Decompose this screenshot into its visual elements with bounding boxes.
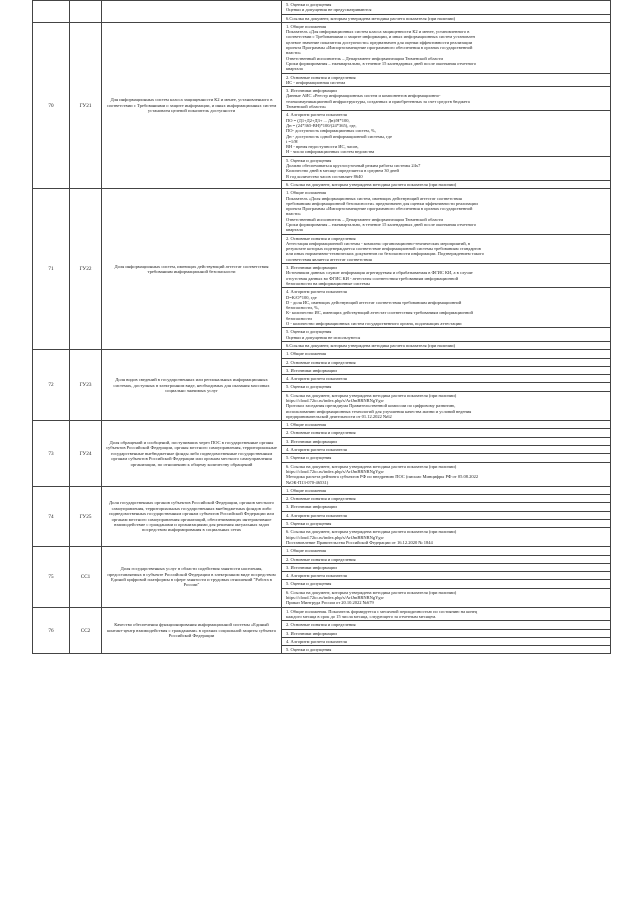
- indicator-code: ГУ25: [70, 486, 102, 546]
- row-number: 73: [33, 421, 70, 487]
- methodology-line: или иных нормативно-технических документов по безопасности информации. Подтверждением такого: [286, 251, 484, 257]
- methodology-cell: [282, 421, 611, 487]
- table-row: [33, 1, 611, 23]
- methodology-line: 6.Ссылка на документ, которым утверждена методика расчета показателя (при наличии): [286, 342, 456, 348]
- methodology-section: [282, 608, 610, 622]
- methodology-cell: [282, 189, 611, 350]
- methodology-line: 2. Основные понятия и определения: [286, 235, 356, 241]
- methodology-line: 1. Общие положения: [286, 487, 326, 493]
- indicator-name: Доля государственных органов субъектов Российской Федерации, органов местного самоуправления, территориальных государственных внебюджетных фондов либо подведомственных государственным органам субъектов Российской Федерации или органам местного самоуправления организаций, обеспечивающих интерактивное взаимодействие с гражданами и организациями для решения актуальных задач посредством информирования в социальных сетях: [102, 486, 282, 546]
- methodology-line: целевое значение показателя доступности» предназначен для оценки эффективности реализации: [286, 39, 473, 45]
- row-number: 75: [33, 547, 70, 607]
- methodology-line: Показатель «Для информационных систем класса защищенности К2 и менее, установленного в: [286, 29, 470, 35]
- indicator-name: Доля видов сведений в государственных или региональных информационных системах, доступных в электронном виде, необходимых для оказания массовых социально значимых услуг: [102, 350, 282, 421]
- methodology-line: безопасности: [286, 315, 312, 321]
- methodology-section: [282, 392, 610, 420]
- methodology-cell: [282, 607, 611, 654]
- methodology-line: предпринимательской деятельности от 01.12.2022 №62: [286, 413, 392, 419]
- methodology-section: [282, 1, 610, 15]
- methodology-section: [282, 189, 610, 234]
- methodology-line: https://cloud.72to.ru/index.php/s/ArfJmBRNRNgYgw: [286, 595, 384, 601]
- methodology-line: 6. Ссылка на документ, которым утверждена методика расчета показателя (при наличии): [286, 392, 457, 398]
- methodology-line: 2. Основные понятия и определения: [286, 622, 356, 628]
- methodology-line: ПО = (Д1+Д2+Д3+ ... Дн)/Н*100,: [286, 117, 350, 123]
- table-row: [33, 350, 611, 421]
- methodology-section: [282, 520, 610, 528]
- methodology-line: телекоммуникационной инфраструктуры, созданных и приобретенных за счет средств бюджета: [286, 98, 470, 104]
- methodology-line: 1. Общие положения: [286, 422, 326, 428]
- methodology-line: Оценки и допущения не предусматриваются: [286, 7, 372, 13]
- methodology-line: Должно обеспечиваться круглосуточный режим работы системы 24х7: [286, 163, 421, 169]
- methodology-line: https://cloud.72to.ru/index.php/s/ArfJmBRNRNgYgw: [286, 398, 384, 403]
- methodology-line: соответствия является аттестат соответствия: [286, 256, 372, 262]
- methodology-line: 5. Оценки и допущения: [286, 521, 332, 527]
- methodology-section: [282, 589, 610, 607]
- methodology-line: Тюменской области»: [286, 104, 327, 110]
- methodology-section: [282, 74, 610, 88]
- methodology-line: использованию информационных технологий для улучшения качества жизни и условий ведения: [286, 408, 472, 414]
- methodology-line: 2. Основные понятия и определения: [286, 359, 356, 365]
- indicator-name: [102, 1, 282, 23]
- methodology-line: 6. Ссылка на документ, которым утверждена методика расчета показателя (при наличии): [286, 589, 457, 595]
- methodology-line: D - доля ИС, имеющих действующий аттестат соответствия требованиям информационной: [286, 299, 462, 305]
- methodology-line: Количество дней в месяце определяется в среднем 30 дней: [286, 168, 399, 174]
- row-number: 70: [33, 22, 70, 188]
- table-row: [33, 421, 611, 487]
- methodology-line: O - количество информационных систем государственного органа, подлежащих аттестации: [286, 321, 462, 327]
- table-row: [33, 486, 611, 546]
- methodology-cell: [282, 350, 611, 421]
- methodology-line: Методика расчета рейтинга субъектов РФ по внедрению ПОС (письмо Минцифры РФ от 05.08.2022: [286, 474, 479, 480]
- methodology-line: 5. Оценки и допущения: [286, 329, 332, 335]
- methodology-line: 2. Основные понятия и определения: [286, 430, 356, 436]
- methodology-line: https://cloud.72to.ru/index.php/s/ArfJmBRNRNgYgw: [286, 468, 384, 474]
- methodology-section: [282, 429, 610, 437]
- methodology-section: [282, 572, 610, 580]
- indicator-code: СС1: [70, 547, 102, 607]
- methodology-line: соответствии с Требованиями о защите информации, и иных информационных систем установлен: [286, 34, 475, 40]
- methodology-section: [282, 328, 610, 342]
- methodology-section: [282, 512, 610, 520]
- methodology-section: [282, 547, 610, 555]
- methodology-line: 3. Источники информации: [286, 630, 337, 636]
- methodology-line: Аттестация информационной системы - комплекс организационно-технических мероприятий, в: [286, 240, 471, 246]
- methodology-line: Ответственный исполнитель – Департамент информатизации Тюменской области: [286, 55, 443, 61]
- methodology-line: результате которых подтверждается соответствие информационной системы требованиям стандартов: [286, 246, 481, 252]
- indicator-code: ГУ22: [70, 189, 102, 350]
- methodology-section: [282, 111, 610, 156]
- methodology-section: [282, 288, 610, 328]
- table-row: [33, 22, 611, 188]
- methodology-line: Данные АИС «Реестр информационных систем и компонентов информационно-: [286, 93, 441, 99]
- methodology-line: 5. Оценки и допущения: [286, 157, 332, 163]
- row-number: 72: [33, 350, 70, 421]
- methodology-section: [282, 350, 610, 358]
- methodology-line: проекта Программы «Импортозамещение программного обеспечения в органах государственной: [286, 45, 473, 51]
- methodology-line: 4. Алгоритм расчета показателя: [286, 289, 347, 295]
- methodology-line: 2. Основные понятия и определения: [286, 496, 356, 502]
- table-row: [33, 607, 611, 654]
- row-number: 74: [33, 486, 70, 546]
- methodology-section: [282, 375, 610, 383]
- indicator-code: СС2: [70, 607, 102, 654]
- methodology-line: K- количество ИС, имеющих действующий аттестат соответствия требованиям информационной: [286, 310, 473, 316]
- methodology-line: 3. Источники информации: [286, 504, 337, 510]
- methodology-line: ПО- доступность информационных систем, %,: [286, 128, 376, 134]
- methodology-section: [282, 621, 610, 629]
- methodology-line: 5. Оценки и допущения: [286, 455, 332, 461]
- methodology-line: В год количество часов составляет 8640: [286, 173, 363, 179]
- methodology-line: 3. Источники информации: [286, 564, 337, 570]
- methodology-line: безопасности, %,: [286, 305, 319, 311]
- methodology-line: 3. Источники информации: [286, 438, 337, 444]
- indicator-code: ГУ23: [70, 350, 102, 421]
- methodology-line: ИС - информационная система: [286, 79, 346, 85]
- methodology-line: Источником данных служит информация агрегируемая и обрабатываемая в ФГИС КИ, а в случае: [286, 270, 473, 276]
- indicator-name: Доля обращений и сообщений, поступивших через ПОС в государственные органы субъектов Российской Федерации, органы местного самоуправления, территориальные государственные внебюджетные фонды либо подведомственные государственным органам субъектов Российской Федерации или органам местного самоуправления организации, по отношению к общему количеству обращений: [102, 421, 282, 487]
- methodology-line: 4. Алгоритм расчета показателя: [286, 638, 347, 644]
- methodology-line: Дн - доступность одной информационной системы, где: [286, 133, 392, 139]
- methodology-line: требованиям информационной безопасности» предназначен для оценки эффективности реализации: [286, 200, 478, 206]
- methodology-section: [282, 383, 610, 391]
- methodology-section: [282, 157, 610, 181]
- methodology-line: безопасности на информационные системы: [286, 280, 370, 286]
- methodology-line: 6.Ссылка на документ, которым утверждена методика расчета показателя (при наличии): [286, 15, 456, 21]
- methodology-line: Постановление Правительства Российской Федерации от 16.12.2020 № 1844: [286, 539, 433, 545]
- methodology-line: 3. Источники информации: [286, 265, 337, 271]
- methodology-line: каждого месяца в срок до 15 числа месяца, следующего за отчетным месяцем.: [286, 613, 437, 619]
- methodology-line: https://cloud.72to.ru/index.php/s/ArfJmBRNRNgYgw: [286, 534, 384, 540]
- methodology-line: 4. Алгоритм расчета показателя: [286, 112, 347, 118]
- indicator-code: ГУ24: [70, 421, 102, 487]
- methodology-section: [282, 342, 610, 349]
- methodology-section: [282, 87, 610, 111]
- methodology-line: D=K/O*100, где: [286, 294, 317, 300]
- methodology-section: [282, 359, 610, 367]
- methodology-line: власти»: [286, 50, 301, 56]
- methodology-cell: [282, 22, 611, 188]
- row-number: 76: [33, 607, 70, 654]
- methodology-section: [282, 487, 610, 495]
- methodology-section: [282, 235, 610, 264]
- methodology-section: [282, 495, 610, 503]
- methodology-section: [282, 367, 610, 375]
- methodology-section: [282, 264, 610, 288]
- methodology-line: Н - число информационных систем ведомства: [286, 149, 375, 155]
- methodology-section: [282, 454, 610, 462]
- methodology-line: Сроки формирования – ежеквартально, в течение 15 календарных дней после окончания отчетного: [286, 60, 477, 66]
- methodology-line: 4. Алгоритм расчета показателя: [286, 447, 347, 453]
- row-number: [33, 1, 70, 23]
- table-row: [33, 547, 611, 607]
- methodology-line: Показатель «Доля информационных систем, имеющих действующий аттестат соответствия: [286, 195, 462, 201]
- methodology-line: власти»: [286, 211, 301, 217]
- table-row: [33, 189, 611, 350]
- methodology-line: 5. Оценки и допущения: [286, 384, 332, 390]
- methodology-line: Оценки и допущения не используются: [286, 334, 361, 340]
- indicators-table: [32, 0, 611, 654]
- methodology-line: 1. Общие положения: [286, 351, 326, 357]
- methodology-line: 2. Основные понятия и определения: [286, 556, 356, 562]
- methodology-cell: [282, 1, 611, 23]
- indicator-code: ГУ21: [70, 22, 102, 188]
- methodology-cell: [282, 547, 611, 607]
- methodology-line: отсутствия данных во ФГИС КИ - аттестаты соответствия требованиям информационной: [286, 275, 459, 281]
- methodology-line: 5. Оценки и допущения: [286, 647, 332, 653]
- methodology-line: Дн = (24*365-ВН)*100/(24*365), где,: [286, 122, 357, 128]
- methodology-line: квартала: [286, 227, 303, 233]
- methodology-section: [282, 638, 610, 646]
- indicator-name: Качество обеспечения функционирования информационной системы «Единый контакт-центр взаимодействия с гражданами» в органах социальной защиты субъекта Российской Федерации: [102, 607, 282, 654]
- methodology-line: 6. Ссылка на документ, которым утверждена методика расчета показателя (при наличии): [286, 529, 457, 535]
- methodology-line: 3. Источники информации: [286, 367, 337, 373]
- methodology-section: [282, 438, 610, 446]
- methodology-section: [282, 556, 610, 564]
- methodology-line: 6. Ссылка на документ, которым утверждена методика расчета показателя (при наличии): [286, 463, 457, 469]
- methodology-line: ВН - время недоступности ИС, часов,: [286, 144, 359, 150]
- methodology-line: 1. Общие положения: [286, 548, 326, 554]
- methodology-line: 3. Источники информации: [286, 88, 337, 94]
- methodology-line: Протокол заседания президиума Правительственной комиссии по цифровому развитию,: [286, 403, 456, 409]
- methodology-line: квартала: [286, 66, 303, 72]
- methodology-section: [282, 528, 610, 546]
- methodology-cell: [282, 486, 611, 546]
- indicator-name: Доля государственных услуг в области содействия занятости населения, предоставляемых в субъекте Российской Федерации в электронном виде посредством Единой цифровой платформы в сфере занятости и трудовых отношений "Работа в России": [102, 547, 282, 607]
- methodology-line: проекта Программы «Импортозамещение программного обеспечения в органах государственной: [286, 206, 473, 212]
- methodology-line: 1. Общие положения. Показатель формируется с месячной периодичностью по состоянию на конец: [286, 608, 478, 614]
- methodology-section: [282, 630, 610, 638]
- methodology-section: [282, 446, 610, 454]
- indicator-name: Доля информационных систем, имеющих действующий аттестат соответствия требованиям информационной безопасности: [102, 189, 282, 350]
- methodology-line: Сроки формирования – ежеквартально, в течение 15 календарных дней после окончания отчетного: [286, 221, 477, 227]
- methodology-line: Ответственный исполнитель – Департамент информатизации Тюменской области: [286, 216, 443, 222]
- methodology-line: 4. Алгоритм расчета показателя: [286, 512, 347, 518]
- methodology-line: 4. Алгоритм расчета показателя: [286, 573, 347, 579]
- methodology-section: [282, 15, 610, 22]
- methodology-section: [282, 580, 610, 588]
- methodology-line: Приказ Минтруда России от 20.10.2022 №679: [286, 600, 374, 606]
- methodology-section: [282, 463, 610, 486]
- methodology-line: №ОК-П13-070-46531): [286, 479, 329, 485]
- methodology-section: [282, 23, 610, 74]
- methodology-section: [282, 503, 610, 511]
- methodology-section: [282, 421, 610, 429]
- methodology-line: 5. Оценки и допущения: [286, 2, 332, 7]
- methodology-section: [282, 646, 610, 653]
- methodology-line: 1. Общие положения: [286, 23, 326, 29]
- methodology-line: 6. Ссылка на документ, которым утверждена методика расчета показателя (при наличии): [286, 181, 457, 187]
- indicator-name: Для информационных систем класса защищенности К2 и менее, установленного в соответствии с Требованиями о защите информации, и иных информационных систем установлен целевой показатель доступности: [102, 22, 282, 188]
- methodology-line: 4. Алгоритм расчета показателя: [286, 376, 347, 382]
- methodology-line: 2. Основные понятия и определения: [286, 74, 356, 80]
- indicator-code: [70, 1, 102, 23]
- methodology-section: [282, 564, 610, 572]
- methodology-line: 1. Общие положения: [286, 190, 326, 196]
- methodology-section: [282, 181, 610, 188]
- methodology-line: 5. Оценки и допущения: [286, 581, 332, 587]
- methodology-line: i =1/Н: [286, 138, 298, 144]
- row-number: 71: [33, 189, 70, 350]
